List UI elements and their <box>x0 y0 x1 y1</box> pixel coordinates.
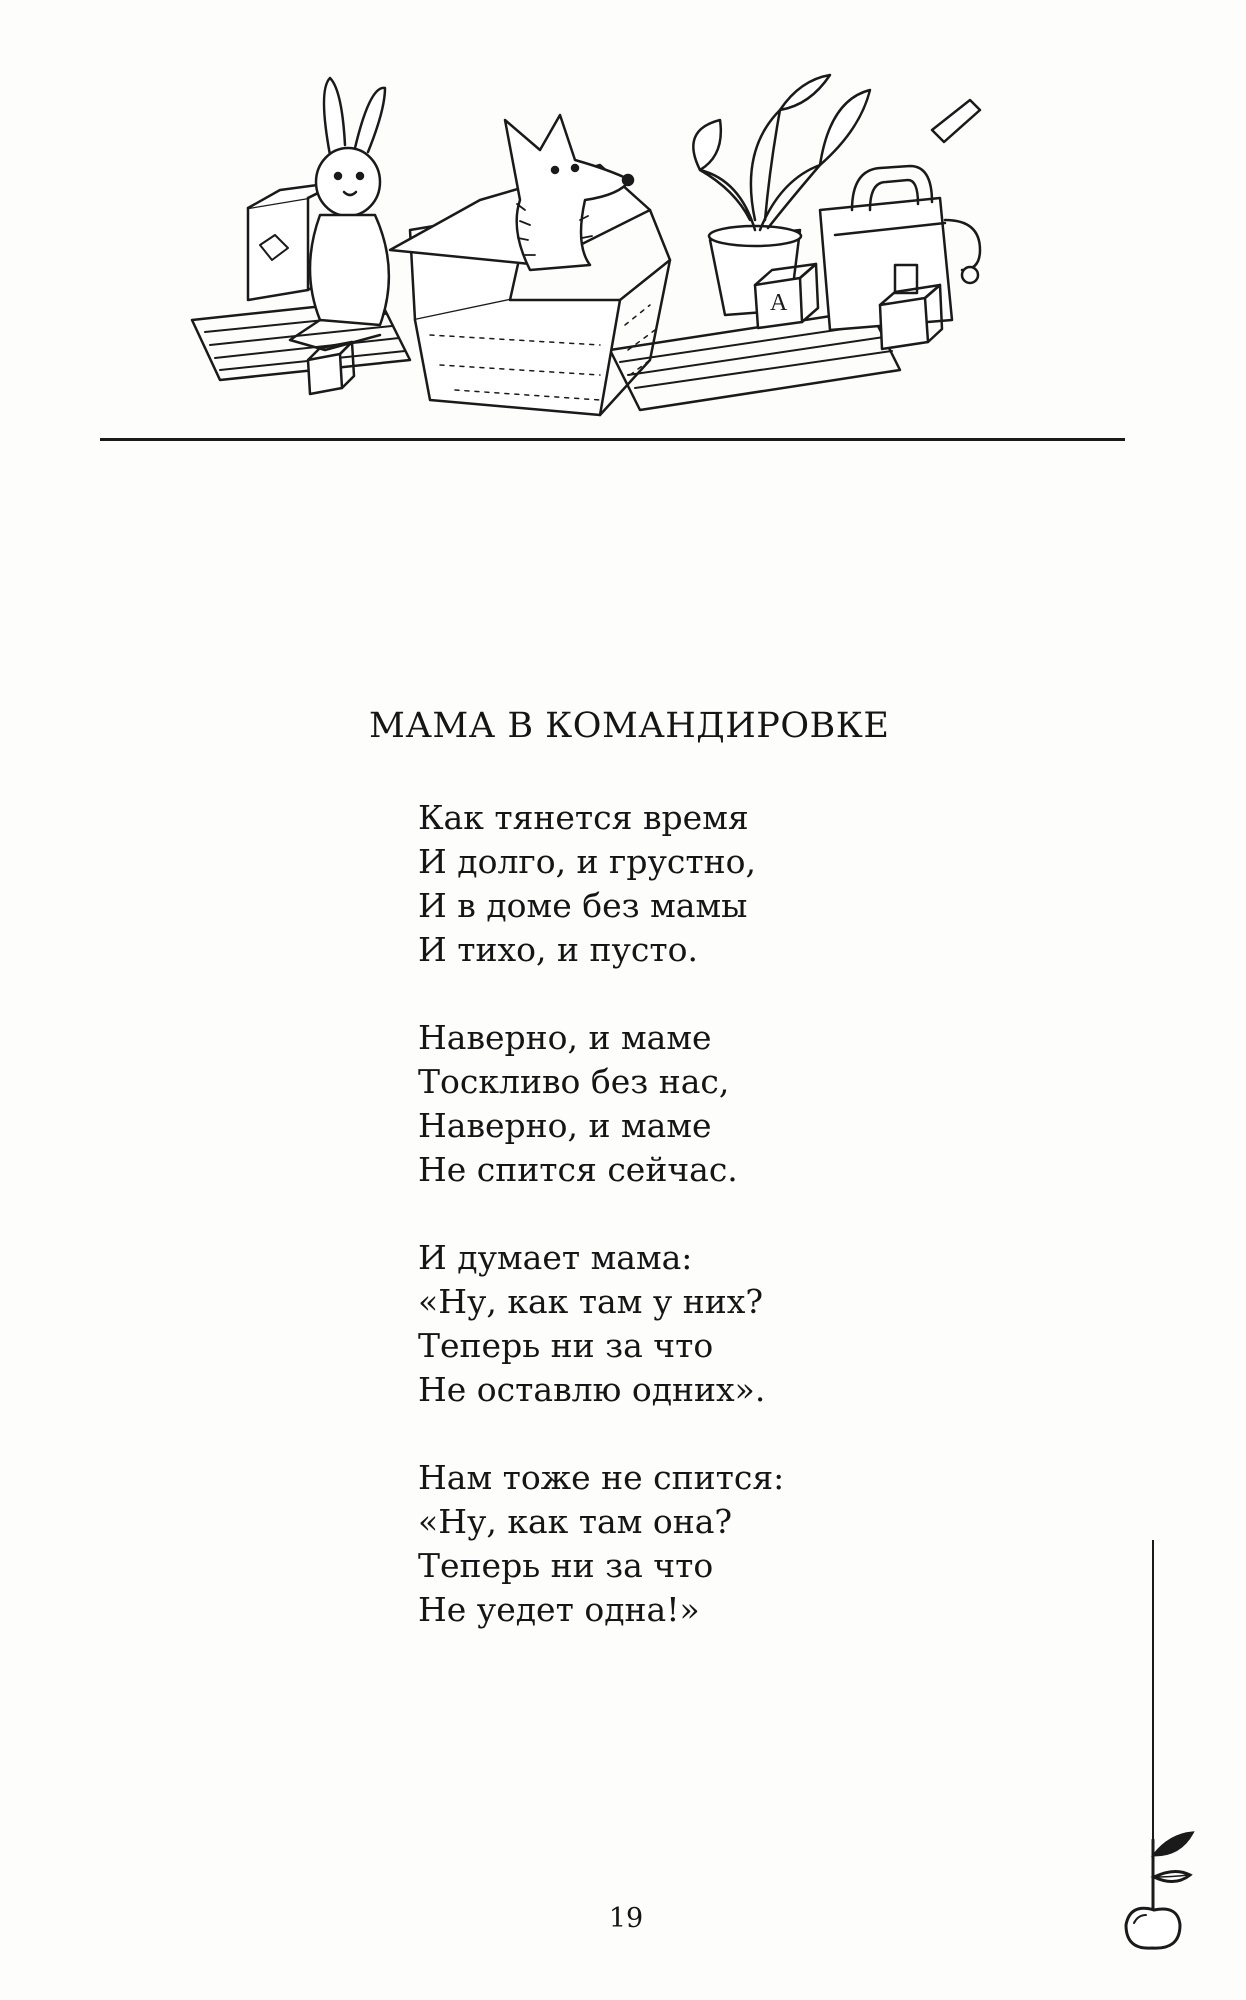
poem-line: Нам тоже не спится: <box>418 1458 785 1497</box>
stanza <box>418 796 938 972</box>
poem-line: Как тянется время <box>418 798 749 837</box>
poem-line: Наверно, и маме <box>418 1106 712 1145</box>
poem-line: Теперь ни за что <box>418 1326 714 1365</box>
poem-line: И в доме без мамы <box>418 886 748 925</box>
poem-line: Теперь ни за что <box>418 1546 714 1585</box>
stanza <box>418 1236 938 1412</box>
hedgehog-toy <box>505 115 633 270</box>
stanza <box>418 1456 938 1632</box>
toys-in-box-illustration <box>180 70 1060 420</box>
stanza <box>418 1016 938 1192</box>
poem-line: И тихо, и пусто. <box>418 930 698 969</box>
poem-line: Не оставлю одних». <box>418 1370 766 1409</box>
page-number: 19 <box>608 1903 644 1934</box>
poem-line: «Ну, как там у них? <box>418 1282 764 1321</box>
block-letter: A <box>770 290 788 316</box>
poem-line: И думает мама: <box>418 1238 693 1277</box>
poem-title: МАМА В КОМАНДИРОВКЕ <box>369 706 890 746</box>
poem-line: «Ну, как там она? <box>418 1502 733 1541</box>
poem-line: Наверно, и маме <box>418 1018 712 1057</box>
apple-branch-icon <box>1120 1815 1200 1955</box>
poem-line: И долго, и грустно, <box>418 842 756 881</box>
poem-line: Тоскливо без нас, <box>418 1062 730 1101</box>
poem-line: Не спится сейчас. <box>418 1150 738 1189</box>
header-divider <box>100 438 1125 441</box>
side-divider <box>1152 1540 1154 1840</box>
poem-line: Не уедет одна!» <box>418 1590 700 1629</box>
poem-body <box>418 796 938 1676</box>
toy-cube-small <box>308 342 354 394</box>
